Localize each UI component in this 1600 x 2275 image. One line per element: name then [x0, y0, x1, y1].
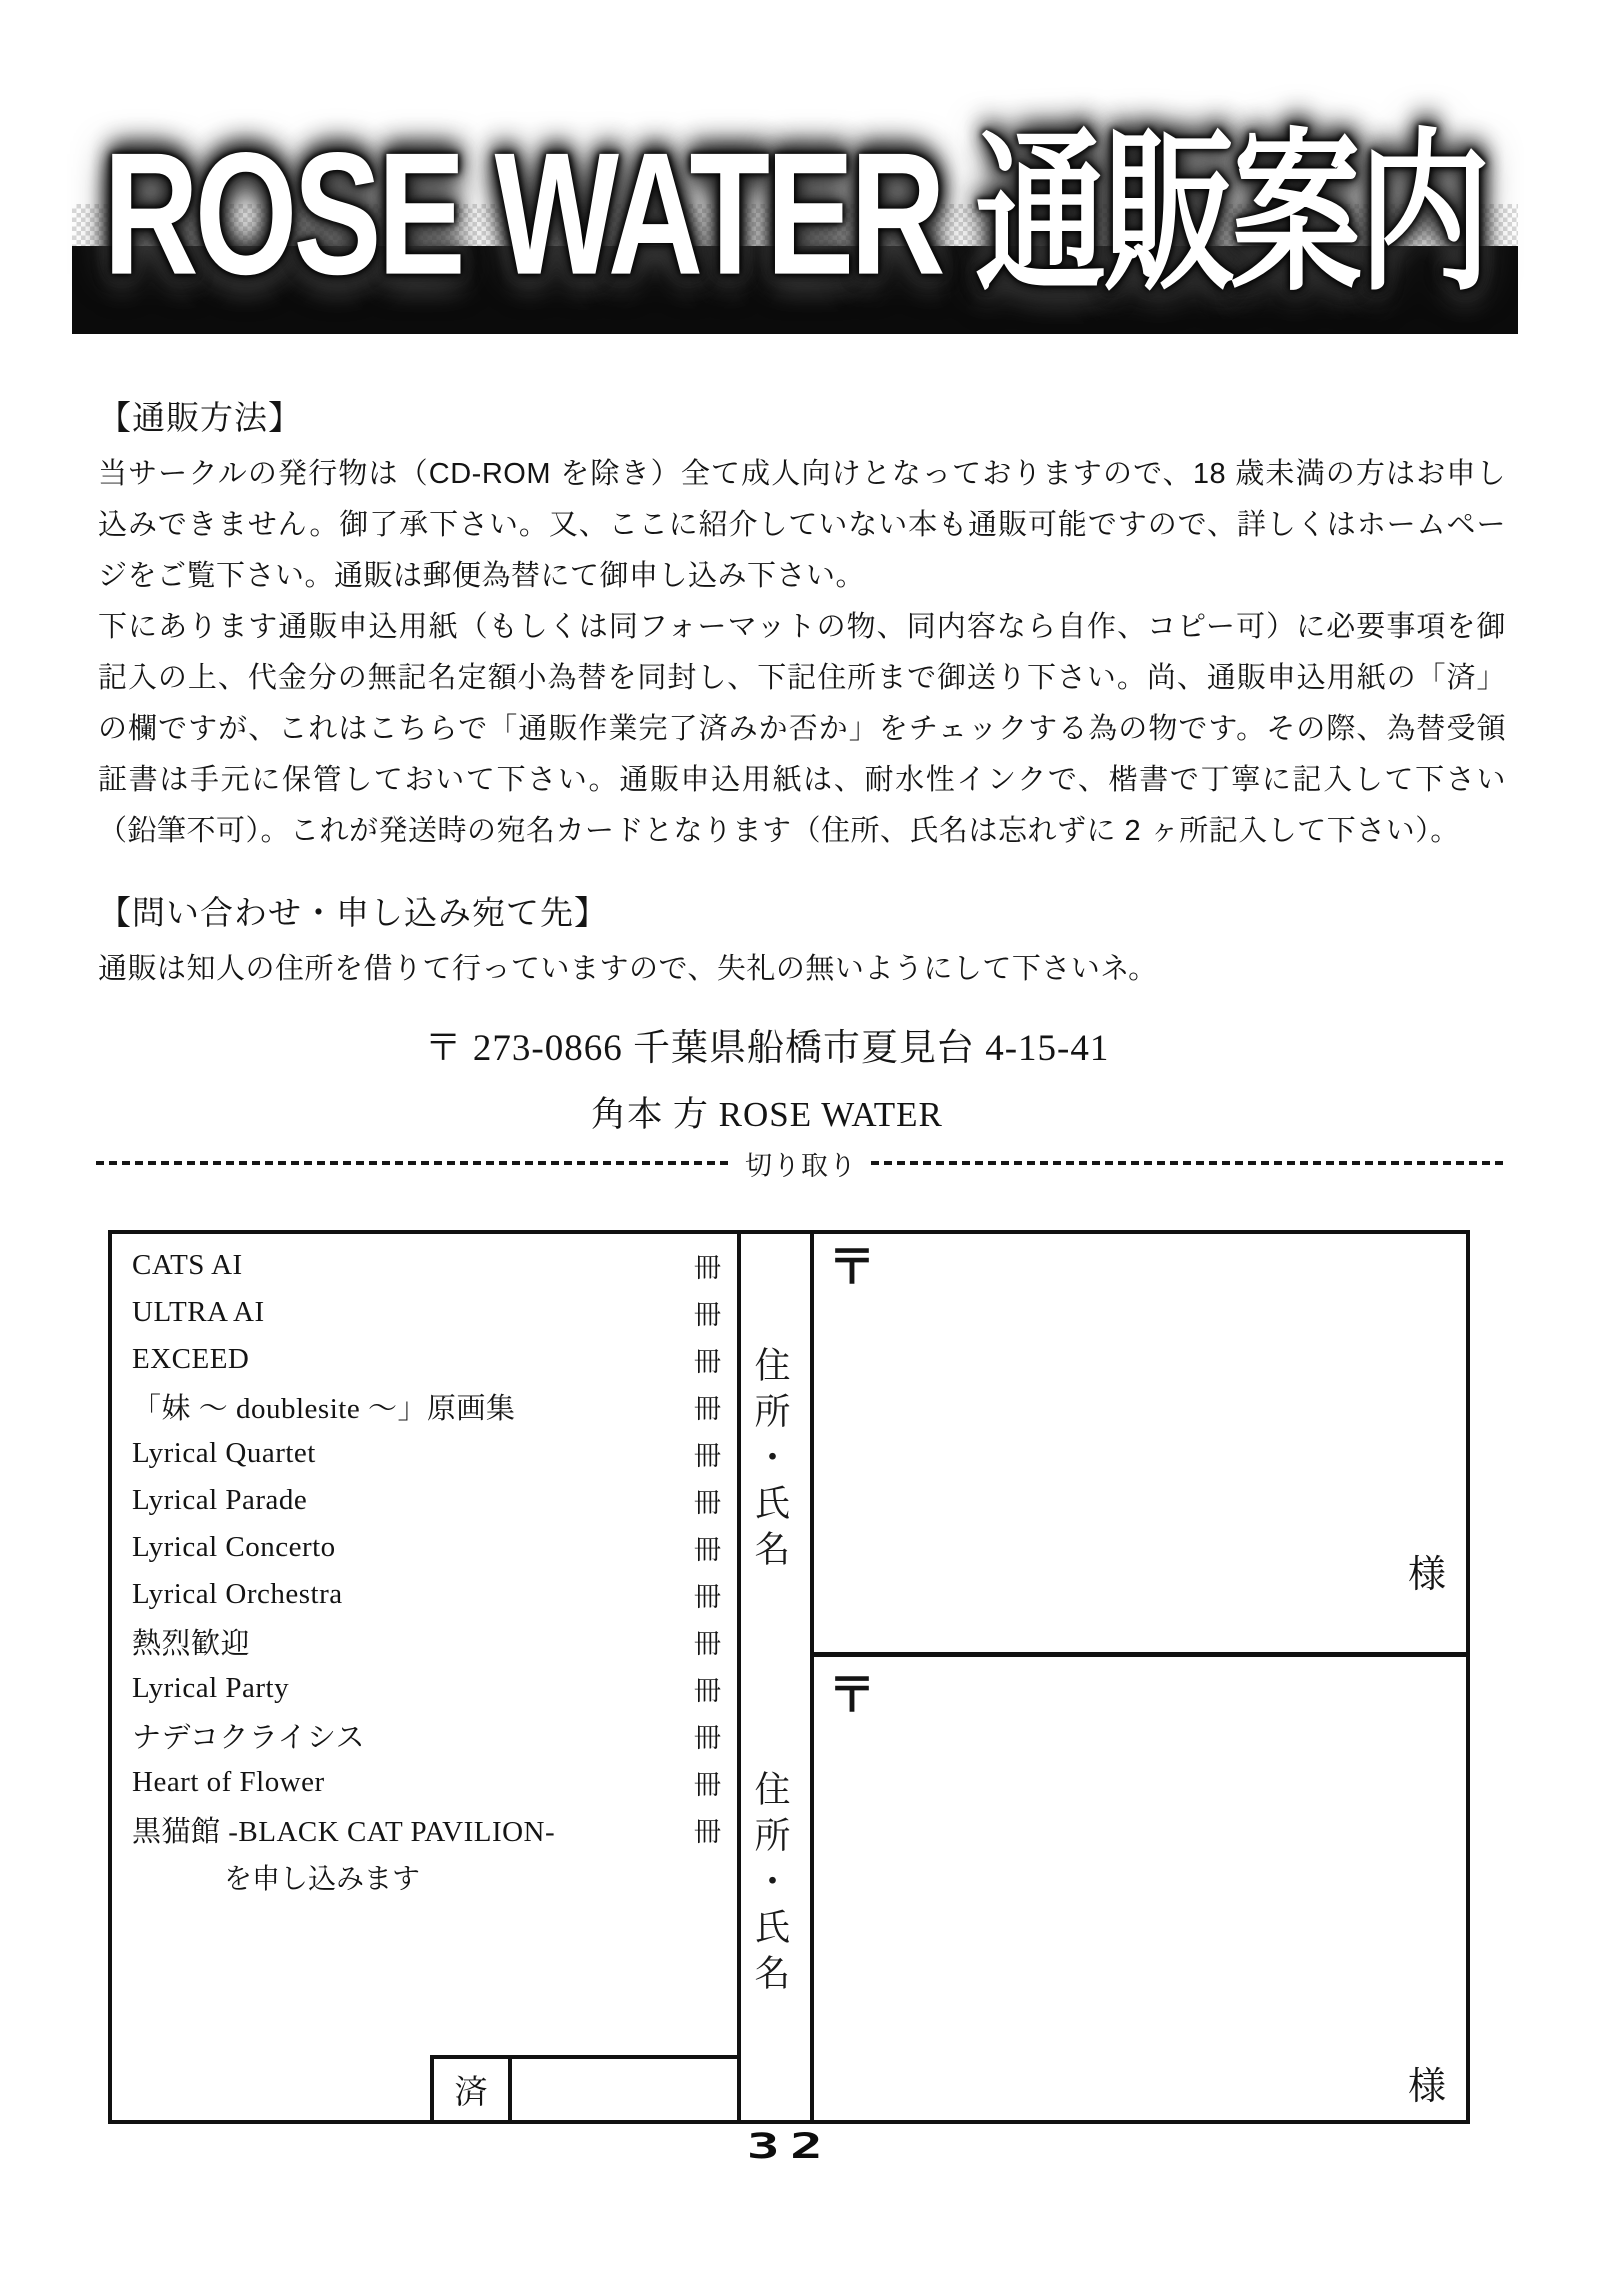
item-title: EXCEED	[132, 1343, 250, 1375]
done-box	[430, 2055, 737, 2120]
order-item	[132, 1242, 737, 1289]
order-form	[108, 1230, 1470, 2124]
item-counter-label: 冊	[694, 1582, 721, 1612]
banner	[72, 86, 1518, 334]
order-item	[132, 1430, 737, 1477]
item-title: Lyrical Concerto	[132, 1531, 336, 1563]
item-counter-label: 冊	[694, 1676, 721, 1706]
honorific-box-1: 様	[1407, 1554, 1446, 1596]
cut-line	[96, 1146, 1506, 1180]
form-divider-left	[737, 1234, 741, 2120]
item-title: 黒猫館 -BLACK CAT PAVILION-	[132, 1816, 556, 1848]
item-title: Lyrical Parade	[132, 1484, 308, 1516]
order-item	[132, 1618, 737, 1665]
order-item	[132, 1477, 737, 1524]
item-counter-label: 冊	[694, 1394, 721, 1424]
order-item	[132, 1289, 737, 1336]
item-counter-label: 冊	[694, 1770, 721, 1800]
item-counter-label: 冊	[694, 1300, 721, 1330]
item-title: 「妹 ～ doublesite ～」原画集	[132, 1393, 516, 1425]
item-counter-label: 冊	[694, 1723, 721, 1753]
item-title: Heart of Flower	[132, 1766, 325, 1798]
order-item	[132, 1524, 737, 1571]
item-title: Lyrical Orchestra	[132, 1578, 343, 1610]
apply-note-row	[132, 1853, 737, 1900]
item-counter-label: 冊	[694, 1253, 721, 1283]
contact-heading: 【問い合わせ・申し込み宛て先】	[98, 894, 608, 931]
howto-paragraph-1: 当サークルの発行物は（CD-ROM を除き）全て成人向けとなっておりますので、18 歳未満の方はお申し込みできません。御了承下さい。又、ここに紹介していない本も通販可能ですので、詳しくはホームページをご覧下さい。通販は郵便為替にて御申し込み下さい。	[98, 458, 1506, 592]
order-item	[132, 1383, 737, 1430]
done-label-cell: 済	[434, 2059, 512, 2120]
item-title: CATS AI	[132, 1249, 243, 1281]
item-counter-label: 冊	[694, 1441, 721, 1471]
address-boxes-divider	[814, 1652, 1466, 1657]
item-counter-label: 冊	[694, 1629, 721, 1659]
page-number: 32	[746, 2126, 834, 2167]
order-item	[132, 1806, 737, 1853]
order-item	[132, 1665, 737, 1712]
item-title: Lyrical Party	[132, 1672, 290, 1704]
item-counter-label: 冊	[694, 1488, 721, 1518]
cut-line-dashes-left	[96, 1161, 731, 1165]
postal-mark-box-2: 〒	[828, 1669, 877, 1722]
item-counter-label: 冊	[694, 1347, 721, 1377]
howto-paragraph-2: 下にあります通販申込用紙（もしくは同フォーマットの物、同内容なら自作、コピー可）に必要事項を御記入の上、代金分の無記名定額小為替を同封し、下記住所まで御送り下さい。尚、通販申込用紙の「済」の欄ですが、これはこちらで「通販作業完了済みか否か」をチェックする為の物です。その際、為替受領証書は手元に保管しておいて下さい。通販申込用紙は、耐水性インクで、楷書で丁寧に記入して下さい（鉛筆不可）。これが発送時の宛名カードとなります（住所、氏名は忘れずに 2 ヶ所記入して下さい）。	[98, 611, 1506, 847]
item-counter-label: 冊	[694, 1817, 721, 1847]
cut-line-dashes-right	[871, 1161, 1506, 1165]
item-title: ナデコクライシス	[132, 1722, 366, 1754]
address-name-label-2: 住所・氏名	[750, 1770, 791, 2000]
banner-title: ROSE WATER 通販案内	[103, 116, 1487, 311]
howto-heading: 【通販方法】	[98, 399, 302, 436]
contact-note: 通販は知人の住所を借りて行っていますので、失礼の無いようにして下さいネ。	[98, 953, 1158, 985]
cut-line-label: 切り取り	[745, 1150, 857, 1181]
form-divider-right	[810, 1234, 814, 2120]
postal-address-line: 〒 273-0866 千葉県船橋市夏見台 4-15-41	[424, 1028, 1110, 1069]
order-item	[132, 1571, 737, 1618]
order-item	[132, 1759, 737, 1806]
postal-mark-box-1: 〒	[828, 1241, 877, 1294]
honorific-box-2: 様	[1407, 2066, 1446, 2108]
item-title: ULTRA AI	[132, 1296, 265, 1328]
apply-note: を申し込みます	[224, 1862, 421, 1894]
item-counter-label: 冊	[694, 1535, 721, 1565]
done-blank-cell	[512, 2059, 737, 2120]
address-name-label-1: 住所・氏名	[750, 1346, 791, 1576]
book-list	[132, 1242, 737, 1900]
instructions-section	[98, 392, 1506, 1137]
addressee-line: 角本 方 ROSE WATER	[591, 1095, 943, 1134]
order-item	[132, 1336, 737, 1383]
order-item	[132, 1712, 737, 1759]
item-title: Lyrical Quartet	[132, 1437, 316, 1469]
item-title: 熱烈歓迎	[132, 1628, 251, 1660]
